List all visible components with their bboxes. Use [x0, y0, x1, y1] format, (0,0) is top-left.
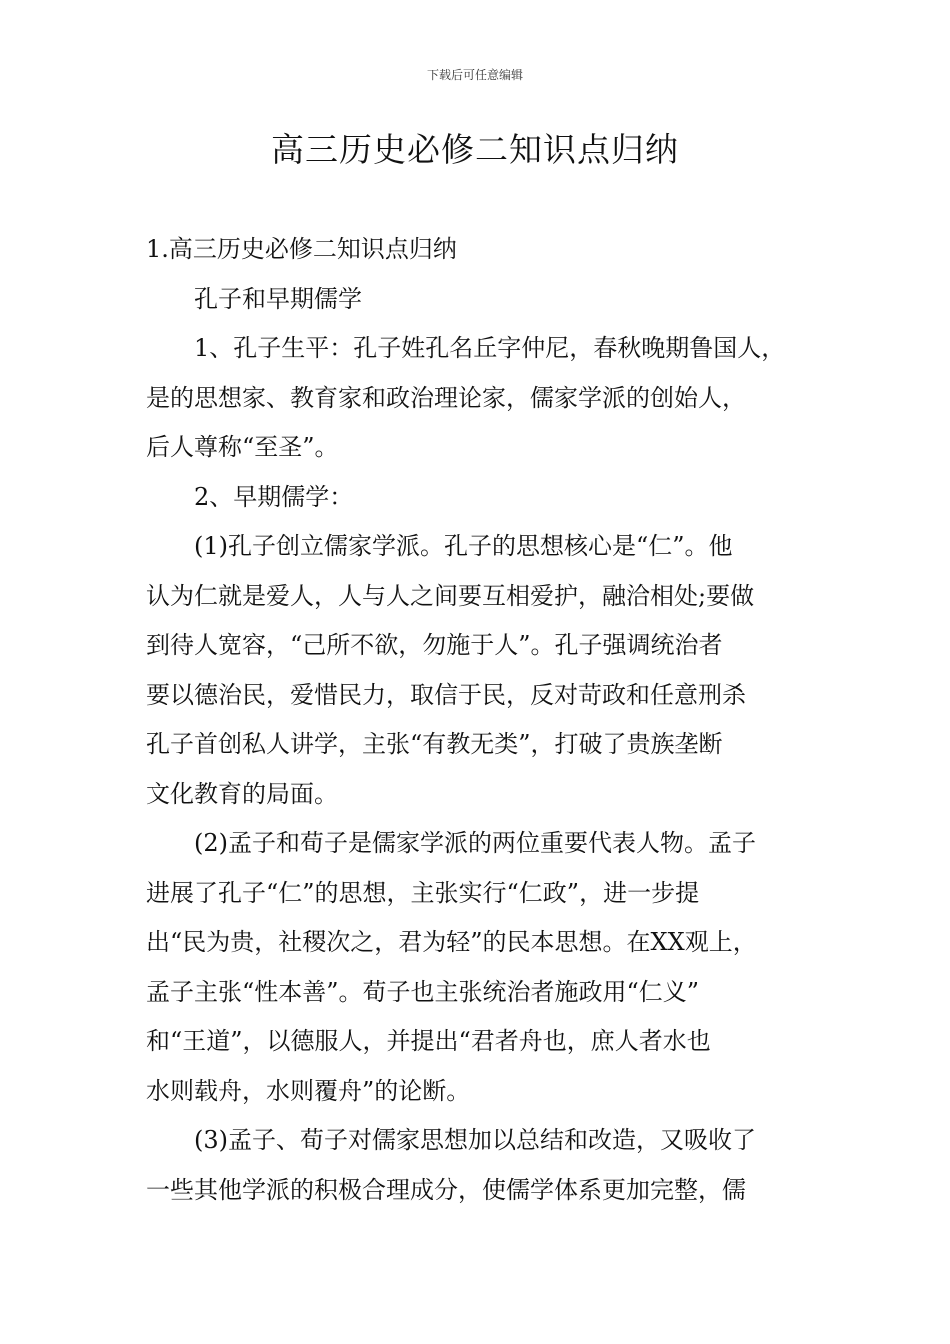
paragraph-line: 到待人宽容，“己所不欲，勿施于人”。孔子强调统治者 — [146, 631, 723, 659]
paragraph-line: 1、孔子生平：孔子姓孔名丘字仲尼，春秋晚期鲁国人， — [194, 334, 786, 362]
paragraph-1 — [146, 324, 818, 473]
paragraph-line: 出“民为贵，社稷次之，君为轻”的民本思想。在XX观上， — [146, 928, 757, 956]
header-note: 下载后可任意编辑 — [426, 68, 523, 82]
paragraph-line: 和“王道”，以德服人，并提出“君者舟也，庶人者水也 — [146, 1027, 711, 1055]
paragraph-line: 进展了孔子“仁”的思想，主张实行“仁政”，进一步提 — [146, 878, 700, 907]
paragraph-line: 水则载舟，水则覆舟”的论断。 — [146, 1076, 471, 1105]
paragraph-line: 文化教育的局面。 — [146, 779, 338, 808]
paragraph-line: (3)孟子、荀子对儒家思想加以总结和改造，又吸收了 — [194, 1126, 756, 1154]
paragraph-line: (1)孔子创立儒家学派。孔子的思想核心是“仁”。他 — [194, 532, 733, 560]
paragraph-line: 认为仁就是爱人，人与人之间要互相爱护，融洽相处;要做 — [146, 581, 755, 610]
paragraph-5 — [146, 1116, 818, 1215]
paragraph-line: 是的思想家、教育家和政治理论家，儒家学派的创始人， — [146, 383, 746, 412]
paragraph-line: 孟子主张“性本善”。荀子也主张统治者施政用“仁义” — [146, 977, 700, 1006]
paragraph-3 — [146, 522, 818, 819]
document-body — [146, 225, 818, 1215]
paragraph-line: 要以德治民，爱惜民力，取信于民，反对苛政和任意刑杀 — [146, 680, 746, 709]
subheading: 孔子和早期儒学 — [194, 284, 362, 313]
paragraph-4 — [146, 819, 818, 1116]
paragraph-line: (2)孟子和荀子是儒家学派的两位重要代表人物。孟子 — [194, 829, 756, 857]
paragraph-line: 孔子首创私人讲学，主张“有教无类”，打破了贵族垄断 — [146, 730, 723, 758]
document-title: 高三历史必修二知识点归纳 — [271, 130, 679, 169]
paragraph-2-heading: 2、早期儒学： — [194, 482, 354, 511]
section-heading: 1.高三历史必修二知识点归纳 — [146, 235, 457, 263]
paragraph-line: 一些其他学派的积极合理成分，使儒学体系更加完整，儒 — [146, 1175, 746, 1204]
paragraph-line: 后人尊称“至圣”。 — [146, 433, 339, 461]
